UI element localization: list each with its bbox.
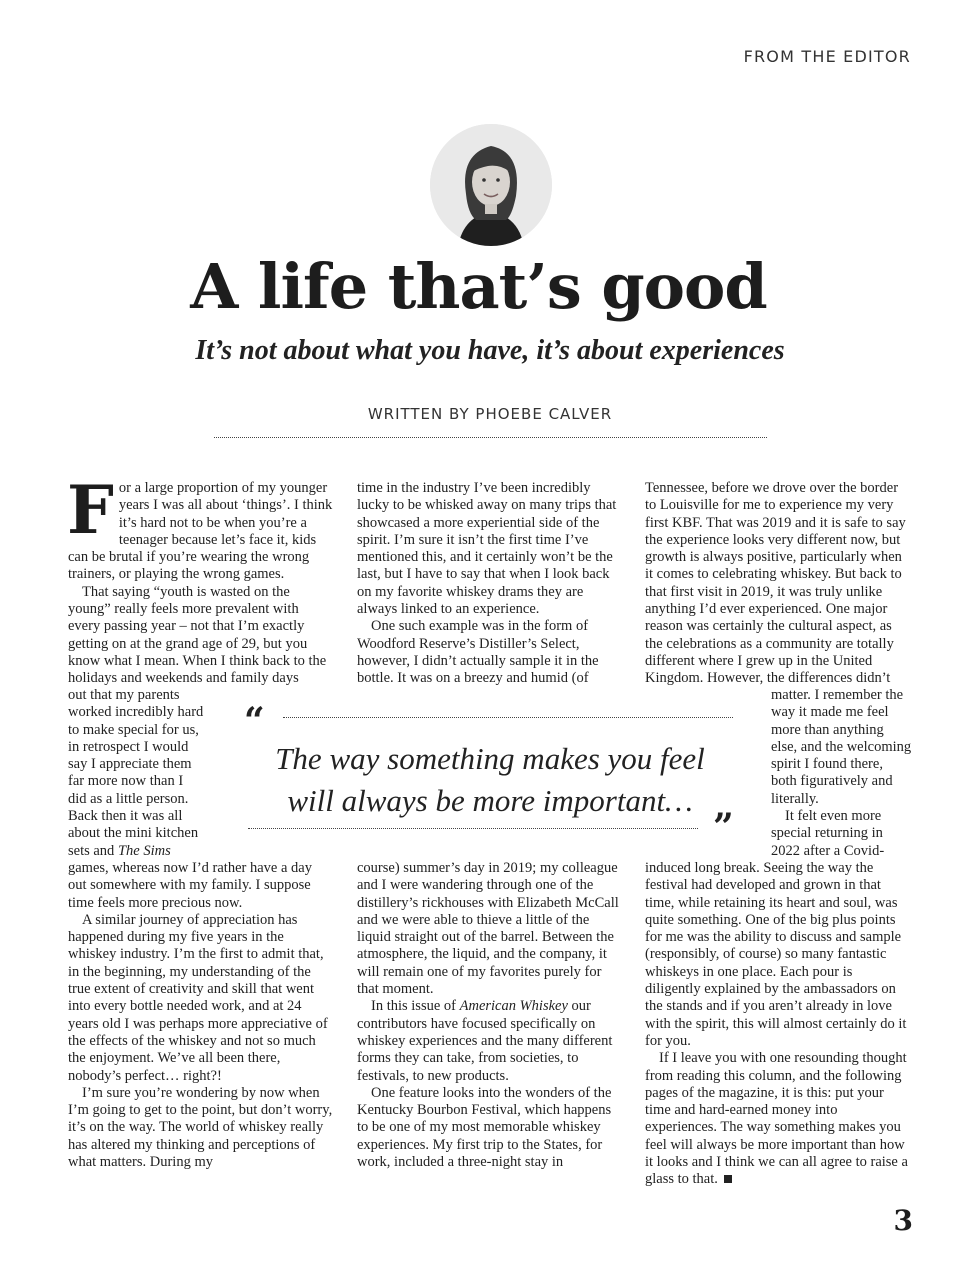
closing-paragraph — [645, 1050, 911, 1188]
magazine-title: American Whiskey — [459, 998, 568, 1015]
opening-paragraph — [67, 471, 333, 584]
wrap-line-text: sets and — [68, 842, 118, 859]
drop-cap: F — [67, 471, 114, 549]
close-quote-mark: ” — [713, 806, 734, 848]
article-column-1-wrap — [68, 687, 248, 860]
article-column-1 — [67, 471, 333, 688]
wrap-line: out that my parents — [68, 687, 180, 703]
wrap-line: say I appreciate them — [68, 756, 192, 773]
wrap-line: Back then it was all — [68, 808, 183, 825]
paragraph: time in the industry I’ve been incredibly lucky to be whisked away on many trips that showcased a more experiential side of the spirit. I’m sure it isn’t the first time I’ve mentioned this, and it certainly won’t be the last, but I have to say that when I look back on my favorite whiskey drams they are always linked to an experience. — [357, 480, 617, 618]
pullquote-bottom-rule — [248, 828, 698, 829]
article-column-2-continued — [357, 860, 622, 1171]
page-number: 3 — [893, 1204, 913, 1237]
paragraph: Tennessee, before we drove over the border to Louisville for me to experience my very first KBF. That was 2019 and it is safe to say the experience looks very different now, but growth is always positive, particularly when it comes to celebrating whiskey. But back to that first visit in 2019, it was truly unlike anything I’d ever experienced. One major reason was certainly the cultural aspect, as the celebrations as a community are totally different where I grew up in the United Kingdom. However, the differences didn’t — [645, 480, 906, 687]
wrap-line — [68, 843, 248, 860]
paragraph-text: If I leave you with one resounding thought from reading this column, and the following pages of the magazine, it is this: put your time and hard-earned money into experiences. The way something makes you feel will always be more important than how it looks and I think we can all agree to raise a glass to that. — [645, 1050, 908, 1188]
wrap-line: more than anything — [771, 721, 884, 738]
header-divider — [214, 437, 767, 438]
byline: WRITTEN BY PHOEBE CALVER — [367, 405, 613, 423]
wrap-line: else, and the welcoming — [771, 738, 912, 755]
article-column-3-wrap — [771, 687, 916, 860]
paragraph: games, whereas now I’d rather have a day out somewhere with my family. I suppose time feels more precious now. — [68, 860, 312, 911]
article-title: A life that’s good — [190, 250, 767, 323]
paragraph: A similar journey of appreciation has happened during my five years in the whiskey industry. I’m the first to admit that, in the beginning, my understanding of the true extent of creativity and skill that went into every bottle needed work, and at 24 years old I was perhaps more appreciative of the effects of the whiskey and not so much the enjoyment. We’ve all been there, nobody’s perfect… right?! — [68, 911, 328, 1084]
wrap-line: in retrospect I would — [68, 738, 189, 755]
article-subtitle: It’s not about what you have, it’s about experiences — [195, 335, 785, 366]
article-column-3 — [645, 480, 911, 688]
article-column-3-continued — [645, 860, 911, 1189]
wrap-line: did as a little person. — [68, 790, 189, 807]
paragraph: That saying “youth is wasted on the young” really feels more prevalent with every passing year – not that I’m exactly getting on at the grand age of 29, but you know what I mean. When I think back to the holidays and weekends and family days — [68, 583, 327, 687]
paragraph: One such example was in the form of Woodford Reserve’s Distiller’s Select, however, I didn’t actually sample it in the bottle. It was on a breezy and humid (of — [357, 618, 599, 687]
wrap-line: both figuratively and — [771, 773, 893, 790]
author-avatar — [430, 124, 552, 246]
wrap-line: spirit I found there, — [771, 756, 883, 773]
paragraph: I’m sure you’re wondering by now when I’m going to get to the point, but don’t worry, it’s on the way. The world of whiskey really has altered my thinking and perceptions of what matters. During my — [68, 1084, 333, 1171]
wrap-line: matter. I remember the — [771, 687, 904, 703]
pullquote-line: The way something makes you feel — [275, 741, 705, 776]
game-title: The Sims — [117, 842, 171, 859]
wrap-line: It felt even more — [785, 808, 882, 825]
paragraph: induced long break. Seeing the way the festival had developed and grown in that time, while retaining its heart and soul, was quite something. One of the big plus points for me was the ability to discuss and sample (responsibly, of course) so many fantastic whiskeys in one place. Each pour is diligently explained by the ambassadors on the stands and if you aren’t already in love with the spirit, this will almost certainly do it for you. — [645, 860, 907, 1049]
wrap-line: to make special for us, — [68, 721, 199, 738]
wrap-line: far more now than I — [68, 773, 184, 790]
wrap-line: 2022 after a Covid- — [771, 842, 885, 859]
article-column-1-continued — [68, 860, 333, 1171]
paragraph-text: our contributors have focused specifically on whiskey experiences and the many different forms they can take, from societies, to festivals, to new products. — [357, 998, 613, 1084]
wrap-line: about the mini kitchen — [68, 825, 199, 842]
wrap-line: special returning in — [771, 825, 883, 842]
pullquote-line: will always be more important… — [287, 783, 693, 818]
pullquote — [240, 738, 740, 822]
paragraph: course) summer’s day in 2019; my colleague and I were wandering through one of the distillery’s rickhouses with Elizabeth McCall and we were able to thieve a little of the liquid straight out of the barrel. Between the atmosphere, the liquid, and the company, it will remain one of my favorites purely for that moment. — [357, 860, 619, 998]
wrap-line: way it made me feel — [771, 704, 889, 721]
paragraph — [357, 998, 622, 1084]
wrap-line: literally. — [771, 790, 819, 807]
paragraph: One feature looks into the wonders of the Kentucky Bourbon Festival, which happens to be one of my most memorable whiskey experiences. My first trip to the States, for work, included a three-night stay in — [357, 1084, 612, 1171]
pullquote-top-rule — [283, 717, 733, 718]
open-quote-mark: “ — [244, 700, 265, 742]
article-column-2 — [357, 480, 622, 688]
section-label: FROM THE EDITOR — [743, 47, 911, 66]
paragraph-text: or a large proportion of my younger years I was all about ‘things’. I think it’s hard not to be when you’re a teenager because let’s face it, kids can be brutal if you’re wearing the wrong trainers, or playing the wrong games. — [68, 480, 333, 583]
author-photo-icon — [430, 124, 552, 246]
end-mark-icon — [724, 1175, 732, 1183]
paragraph-text: In this issue of — [371, 998, 460, 1015]
wrap-line: worked incredibly hard — [68, 704, 204, 721]
